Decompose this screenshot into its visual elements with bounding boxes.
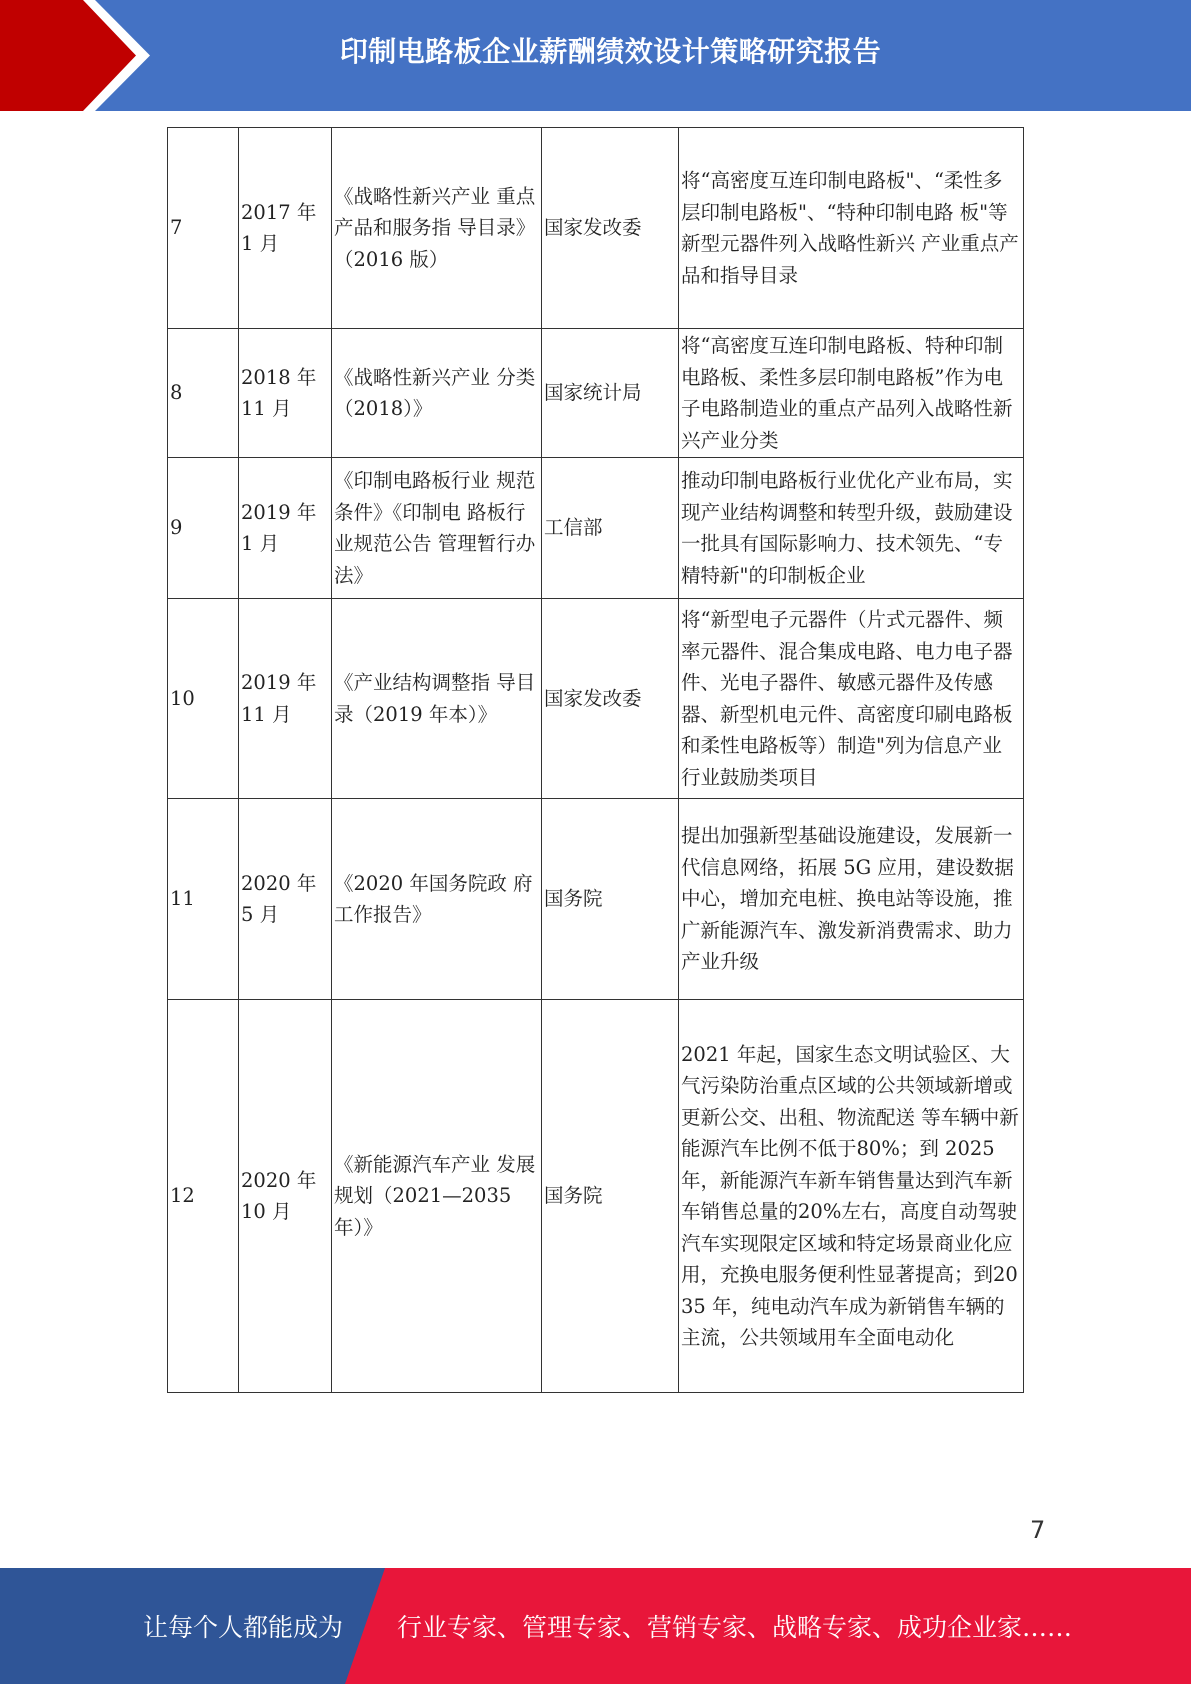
issuing-agency: 国家发改委: [542, 599, 679, 799]
page-number: 7: [1030, 1516, 1046, 1544]
page-header: [0, 0, 1191, 111]
table-row: [168, 1000, 1024, 1393]
table-row: [168, 458, 1024, 599]
row-number: 9: [168, 458, 239, 599]
report-title: 印制电路板企业薪酬绩效设计策略研究报告: [339, 35, 882, 68]
issue-date: 2019 年 1 月: [239, 458, 332, 599]
row-number: 12: [168, 1000, 239, 1393]
policy-name: 《印制电路板行业 规范条件》《印制电 路板行业规范公告 管理暂行办法》: [332, 458, 542, 599]
policy-name: 《战略性新兴产业 重点产品和服务指 导目录》（2016 版）: [332, 128, 542, 329]
issue-date: 2020 年 5 月: [239, 799, 332, 1000]
issue-date: 2019 年 11 月: [239, 599, 332, 799]
table-row: [168, 329, 1024, 458]
policy-content: 2021 年起，国家生态文明试验区、大气污染防治重点区域的公共领域新增或更新公交、出租、物流配送 等车辆中新能源汽车比例不低于80%；到 2025 年，新能源汽车新车销售量达到汽车新车销售总量的20%左右，高度自动驾驶汽车实现限定区域和特定场景商业化应用，充换电服务便利性显著提高；到2035 年，纯电动汽车成为新销售车辆的主流，公共领域用车全面电动化: [679, 1000, 1024, 1393]
issue-date: 2020 年 10 月: [239, 1000, 332, 1393]
issue-date: 2017 年 1 月: [239, 128, 332, 329]
issue-date: 2018 年 11 月: [239, 329, 332, 458]
issuing-agency: 国家发改委: [542, 128, 679, 329]
issuing-agency: 工信部: [542, 458, 679, 599]
footer-slogan-left: 让每个人都能成为: [143, 1613, 344, 1642]
table-row: [168, 599, 1024, 799]
policy-content: 将“高密度互连印制电路板"、“柔性多层印制电路板"、“特种印制电路 板"等新型元器件列入战略性新兴 产业重点产品和指导目录: [679, 128, 1024, 329]
row-number: 7: [168, 128, 239, 329]
policy-table: [167, 127, 1024, 1393]
footer-slogan-right: 行业专家、管理专家、营销专家、战略专家、成功企业家……: [397, 1613, 1073, 1642]
policy-name: 《战略性新兴产业 分类（2018）》: [332, 329, 542, 458]
issuing-agency: 国务院: [542, 1000, 679, 1393]
table-row: [168, 799, 1024, 1000]
policy-content: 推动印制电路板行业优化产业布局，实现产业结构调整和转型升级，鼓励建设一批具有国际影响力、技术领先、“专精特新"的印制板企业: [679, 458, 1024, 599]
policy-name: 《产业结构调整指 导目录（2019 年本）》: [332, 599, 542, 799]
policy-content: 将“新型电子元器件（片式元器件、频率元器件、混合集成电路、电力电子器件、光电子器件、敏感元器件及传感器、新型机电元件、高密度印刷电路板和柔性电路板等）制造"列为信息产业行业鼓励类项目: [679, 599, 1024, 799]
policy-name: 《2020 年国务院政 府工作报告》: [332, 799, 542, 1000]
row-number: 11: [168, 799, 239, 1000]
row-number: 8: [168, 329, 239, 458]
policy-content: 提出加强新型基础设施建设，发展新一代信息网络，拓展 5G 应用，建设数据中心，增加充电桩、换电站等设施，推广新能源汽车、激发新消费需求、助力产业升级: [679, 799, 1024, 1000]
header-chevron: [0, 0, 136, 111]
row-number: 10: [168, 599, 239, 799]
issuing-agency: 国务院: [542, 799, 679, 1000]
policy-name: 《新能源汽车产业 发展规划（2021—2035 年）》: [332, 1000, 542, 1393]
issuing-agency: 国家统计局: [542, 329, 679, 458]
page-footer: [0, 1568, 1191, 1684]
policy-content: 将“高密度互连印制电路板、特种印制电路板、柔性多层印制电路板”作为电子电路制造业的重点产品列入战略性新兴产业分类: [679, 329, 1024, 458]
table-row: [168, 128, 1024, 329]
